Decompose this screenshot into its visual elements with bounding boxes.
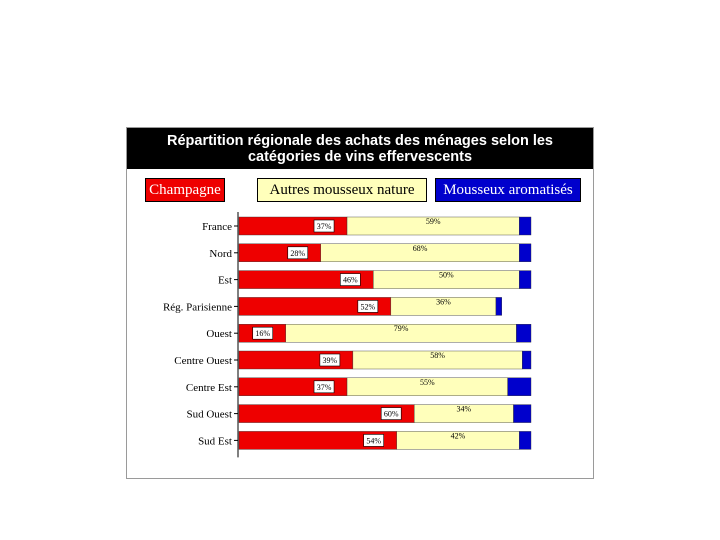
- data-label-autres: 55%: [420, 377, 435, 387]
- category-label: Sud Est: [198, 435, 232, 448]
- stacked-bar-chart: [127, 128, 593, 478]
- data-label-autres: 79%: [393, 324, 409, 334]
- category-label: Sud Ouest: [186, 408, 232, 421]
- data-label-champagne: 37%: [316, 382, 332, 392]
- data-label-autres: 36%: [436, 297, 451, 307]
- category-label: Ouest: [206, 328, 232, 341]
- category-label: Rég. Parisienne: [162, 301, 232, 314]
- data-label-champagne: 16%: [255, 329, 271, 339]
- bar-segment-aromatises: [508, 378, 531, 396]
- category-label: Nord: [209, 247, 232, 260]
- data-label-champagne: 39%: [322, 356, 338, 365]
- data-label-champagne: 60%: [383, 409, 399, 419]
- data-label-autres: 68%: [412, 243, 428, 253]
- data-label-autres: 50%: [438, 270, 454, 280]
- bar-segment-aromatises: [519, 431, 531, 449]
- data-label-autres: 42%: [450, 431, 466, 441]
- bar-segment-aromatises: [513, 405, 531, 423]
- bar-segment-aromatises: [519, 217, 531, 235]
- data-label-autres: 59%: [425, 217, 441, 226]
- bar-segment-aromatises: [519, 271, 531, 289]
- data-label-champagne: 52%: [360, 302, 376, 312]
- data-label-champagne: 54%: [366, 436, 382, 446]
- legend-mousseux-aromatises: Mousseux aromatisés: [435, 178, 581, 202]
- category-label: Est: [217, 274, 232, 287]
- bar-segment-aromatises: [516, 324, 531, 342]
- data-label-autres: 58%: [430, 351, 445, 360]
- data-label-champagne: 37%: [316, 222, 332, 231]
- bar-segment-aromatises: [496, 297, 502, 315]
- data-label-champagne: 28%: [290, 248, 306, 258]
- bar-segment-champagne: [239, 244, 321, 262]
- category-label: France: [202, 221, 232, 233]
- chart-title-line-1: Répartition régionale des achats des ménages selon les: [167, 132, 553, 149]
- chart-frame: [126, 127, 594, 479]
- category-label: Centre Est: [185, 381, 232, 394]
- category-label: Centre Ouest: [174, 355, 232, 367]
- legend-champagne: Champagne: [145, 178, 225, 202]
- data-label-champagne: 46%: [342, 275, 358, 285]
- chart-title-line-2: catégories de vins effervescents: [247, 148, 473, 165]
- data-label-autres: 34%: [456, 404, 472, 414]
- bar-segment-aromatises: [522, 351, 531, 369]
- legend-autres-mousseux-nature: Autres mousseux nature: [257, 178, 427, 202]
- bar-segment-aromatises: [519, 244, 531, 262]
